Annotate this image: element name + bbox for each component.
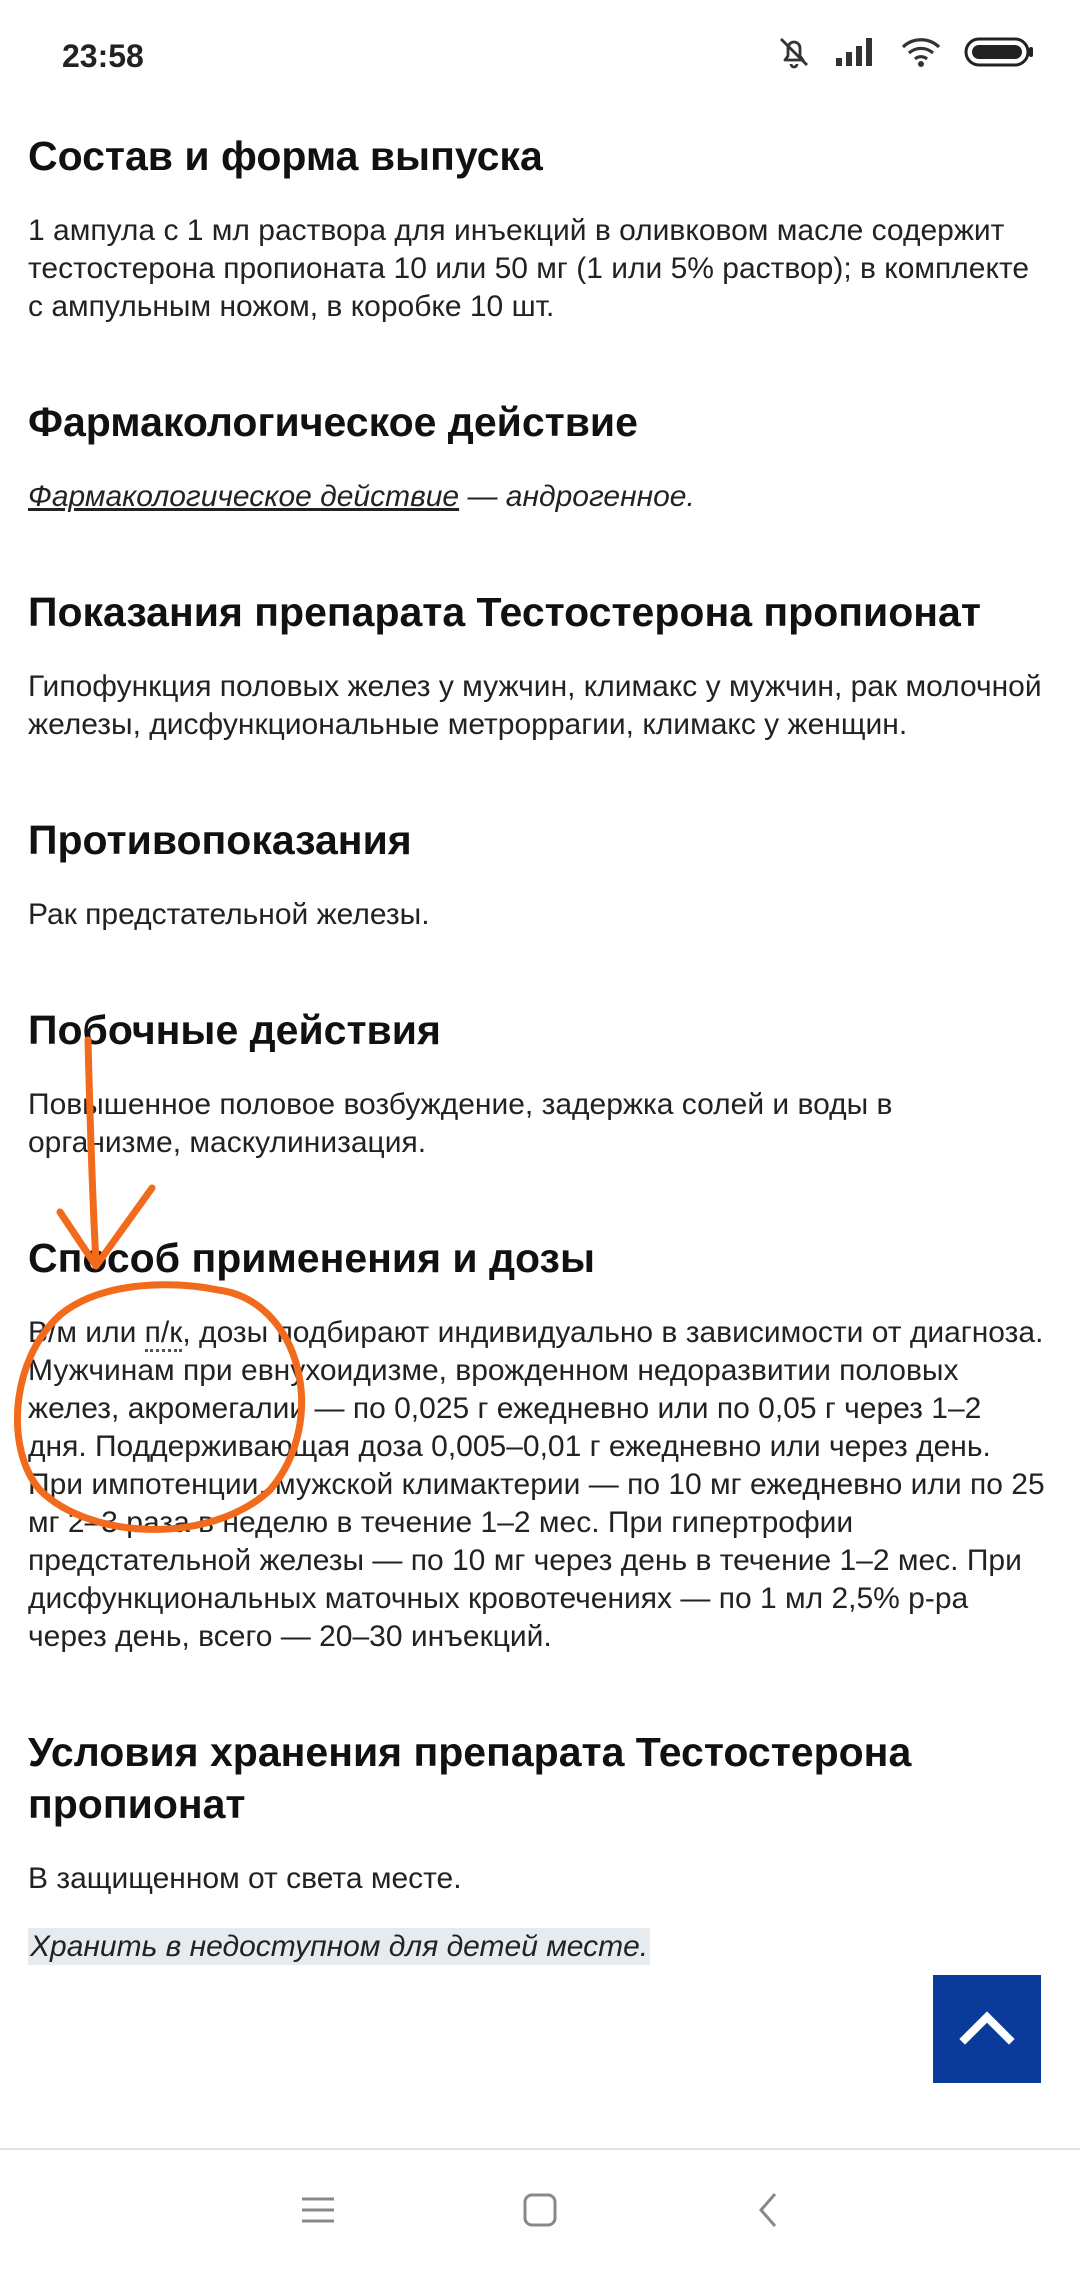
- signal-icon: [834, 36, 878, 68]
- section-storage: [28, 1726, 1048, 1966]
- battery-icon: [964, 36, 1034, 68]
- section-dosage: [28, 1232, 1048, 1656]
- menu-icon: [298, 2193, 338, 2232]
- menu-button[interactable]: [288, 2182, 348, 2242]
- section-text: [28, 478, 1048, 516]
- dosage-text-start: В/м или: [28, 1316, 145, 1349]
- home-button[interactable]: [510, 2182, 570, 2242]
- abbreviation-pk[interactable]: п/к: [145, 1316, 183, 1352]
- article-content: [28, 130, 1048, 2036]
- section-indications: [28, 586, 1048, 744]
- section-title: Показания препарата Тестостерона пропионат: [28, 589, 981, 635]
- section-pharmacology: [28, 396, 1048, 516]
- home-square-icon: [520, 2190, 560, 2235]
- section-title: Фармакологическое действие: [28, 399, 638, 445]
- back-button[interactable]: [738, 2182, 798, 2242]
- storage-note: Хранить в недоступном для детей месте.: [30, 1930, 649, 1963]
- scroll-to-top-button[interactable]: [933, 1975, 1041, 2083]
- section-text: Повышенное половое возбуждение, задержка солей и воды в организме, маскулинизация.: [28, 1088, 893, 1159]
- status-bar: [0, 0, 1080, 116]
- section-text: Гипофункция половых желез у мужчин, климакс у мужчин, рак молочной железы, дисфункциональные метроррагии, климакс у женщин.: [28, 670, 1042, 741]
- chevron-up-icon: [959, 2009, 1015, 2050]
- bell-off-icon: [776, 34, 812, 70]
- navigation-bar: [0, 2150, 1080, 2280]
- dosage-text-rest: , дозы подбирают индивидуально в зависимости от диагноза. Мужчинам при евнухоидизме, врожденном недоразвитии половых желез, акромегалии — по 0,025 г ежедневно или по 0,05 г через 1–2 дня. Поддерживающая доза 0,005–0,01 г ежедневно или через день. При импотенции, мужской климактерии — по 10 мг ежедневно или по 25 мг 2–3 раза в неделю в течение 1–2 мес. При гипертрофии предстательной железы — по 10 мг через день в течение 1–2 мес. При дисфункциональных маточных кровотечениях — по 1 мл 2,5% р-ра через день, всего — 20–30 инъекций.: [28, 1316, 1045, 1653]
- section-title: Побочные действия: [28, 1007, 441, 1053]
- section-text: 1 ампула с 1 мл раствора для инъекций в оливковом масле содержит тестостерона пропионата 10 или 50 мг (1 или 5% раствор); в комплекте с ампульным ножом, в коробке 10 шт.: [28, 214, 1030, 323]
- section-side-effects: [28, 1004, 1048, 1162]
- section-title: Состав и форма выпуска: [28, 133, 543, 179]
- section-text: [28, 1314, 1048, 1656]
- back-chevron-icon: [753, 2190, 783, 2235]
- section-contraindications: [28, 814, 1048, 934]
- storage-note-paragraph: [28, 1928, 1048, 1966]
- clock: 23:58: [62, 38, 144, 74]
- section-text: Рак предстательной железы.: [28, 898, 430, 931]
- section-title: Противопоказания: [28, 817, 412, 863]
- section-title: Способ применения и дозы: [28, 1235, 595, 1281]
- section-text: В защищенном от света месте.: [28, 1862, 462, 1895]
- status-icons: [776, 34, 1034, 70]
- wifi-icon: [900, 36, 942, 68]
- pharmacology-value: — андрогенное.: [459, 480, 695, 513]
- section-title: Условия хранения препарата Тестостерона пропионат: [28, 1729, 912, 1827]
- section-composition: [28, 130, 1048, 326]
- pharmacology-link[interactable]: Фармакологическое действие: [28, 480, 460, 513]
